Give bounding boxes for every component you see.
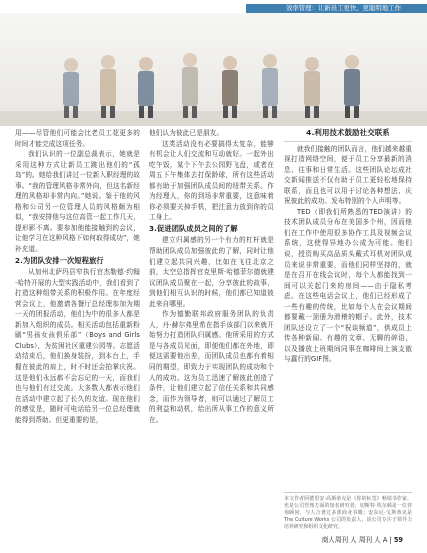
article-column-3 [284, 128, 412, 365]
section-heading: 4.利用技术鼓励社交联系 [284, 128, 412, 142]
page-footer [322, 534, 403, 544]
page-separator: | [389, 536, 392, 544]
paragraph: 建立归属感的另一个有力的杠杆就是帮助团队成员加强彼此的了解，同时让他们建立起共同兴趣，比如在飞往北京之前，太空总指挥官克里斯·哈德菲尔德就建议团队成员聚在一起，分享彼此的故事，到他们相互认识的时候，他们都已知道彼此来自哪里。 [149, 236, 274, 308]
author-bio-caption: 本文作者阿德里安·高斯蒂克是《你的标签》畅销书作家，也是公司管理方面的知名研究者；切斯特·埃尔顿是一位咨询顾问，与人合著过多部商业书籍；安东尼·戈斯蒂克是 The Culture Works 公司的负责人，该公司专注于领导力培养研究和组织文化研究。 [284, 492, 412, 531]
paragraph: 他们认为彼此已是朋友。 [149, 129, 224, 137]
paragraph: TED（即我们所熟悉的TED演讲）的技术团队成员分布在美国多个州，因而他们在工作中使用很多协作工具及视频会议系统，这使得异地办公成为可能。他们说，授资购买高品质头戴式耳机对团队成员来说非常重要，而他们同样坚持的，就是在召开在线会议时，每个人都能找到一间可以关起门来的房间——由于隐私考虑。在这些电话会议上，他们已经形成了一些有趣的传统，比如每个人在会议期间都要戴一顶册为滑稽的帽子。此外，技术团队还设立了一个“祝谈频道”，供成员上传各种新闻、有趣的文章、无聊的碎语，以及播放上班期间同事在咖啡间上演支傲与蠢行的GIF图。 [284, 207, 412, 364]
article-column-1 [15, 128, 140, 425]
subheading: 2.为团队安排一次短程旅行 [15, 255, 104, 265]
header-bar [0, 0, 427, 13]
article-column-2 [149, 128, 274, 425]
header-photo [0, 13, 427, 126]
section-title: 效率管理：让新员工更快、更聪明地工作 [285, 4, 401, 12]
paragraph: 从加州北萨玛县窄执行官杰勒德·约翰·哈特开展的大型实践活动中，我们看到了打造这种组带关系的积极作用。在年度经营会议上，他邀请各餐厅总经理参加为期一天的团报活动，他们为中的很多人都是新加入组织的成员。相关活动包括重新粉刷“男孩女孩俱乐部”（Boys and Girls Clubs），为贫困社区重建公园等。志愿活动结束后，他们换身装扮，到本台上，手握在彼此的肩上，时不时还会拍掌庆祝。这是他们永远都不会忘记的一天，而我们也与他们有过交流。大多数人都表示他们在活动中建立起了长久的友谊。现在他们的感觉是，随时可电话给另一位总经理就能得到帮助。但更重要的是， [15, 268, 140, 424]
paragraph: 就我们接触的团队而言，他们越来越重视打造网络空间，便于员工分享最新的消息、往事和日常生活。这些团队论坛成社交新闻推送不仅有助于员工更轻松地保持联系，而且也可以用于讨论各种想法、庆祝彼此的成功、发布特别的个人声明等。 [284, 144, 412, 206]
page-number: 59 [393, 536, 403, 544]
paragraph: 用——尽管他们可能会比老员工花更多的时间才能完成这项任务。 [15, 129, 140, 148]
figure-illustration [0, 13, 427, 126]
paragraph: 作为德勤联邦政府服务团队的负责人，丹·赫尔弗里希在指手该部门以来就开始努力打造团队归属感。他所采用的方式是与各成员见面，即便他们都在外地，即便这需要他出差，而团队成员也都有着相同的期望，即致力于实现团队的成功和个人的成功。这为员工迅速了解彼此创造了条件，让他们建立起了信任关系和共同感念，而作为领导者，则可以通过了解员工的利益和动机，给出所从事工作的意义所在。 [149, 310, 274, 424]
paragraph: 这类活动没有必要搞得太复杂，能够有机会让人们交流和互动就好。一起外出吃午饭，某个下午去公园野飞盘，或者在周五下午集体去打保龄球，所有这些活动都有助于加强团队成员间的纽带关系。作为经理人，你的到场非常重要，这意味着你必须要关掉手机，把注意力放到你的员工身上。 [149, 139, 274, 222]
section-header-band [246, 4, 427, 13]
paragraph: 我们认识的一位副总裁表示，她就是采用这种方式让新员工跳出他们的“孤岛”的。她给我们讲过一位新入职经理的故事。“我的管理风格非常外向，但这名新经理的风格却非常内向。”她说。鉴于他的风格和公司另一位管理人员的风格颇为相似，“我安排他与这位高管一起工作几天，提形影不离。要参加他能接触到的会议，让他学习在这种风格下如何取得成功”，她补充道。 [15, 150, 140, 254]
magazine-name: 商人周刊 人 周刊 人 A [321, 536, 388, 544]
subheading: 3.促进团队成员之间的了解 [149, 223, 238, 233]
